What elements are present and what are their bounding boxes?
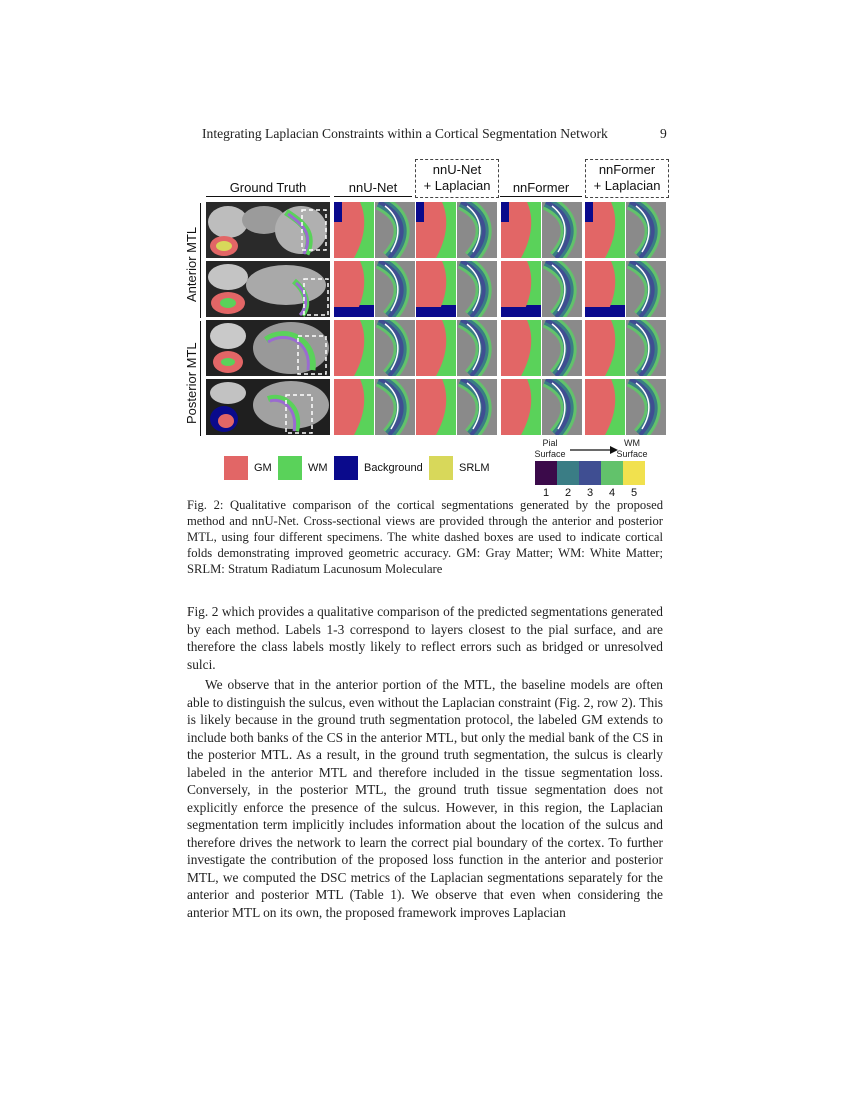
paragraph-2: We observe that in the anterior portion of the MTL, the baseline models are often able to distinguish the sulcus, even without the Laplacian constraint (Fig. 2, row 2). This is likely because in the ground truth segmentation protocol, the labeled GM extends to include both banks of the CS in the anterior MTL, but only the medial bank of the CS in the posterior MTL. As a result, in the ground truth segmentation, the sulcus is clearly labeled in the anterior MTL and therefore included in the tissue segmentation loss. Conversely, in the posterior MTL, the ground truth tissue segmentation does not explicitly enforce the presence of the sulcus. However, in this region, the Laplacian segmentation term implicitly includes information about the location of the sulcus and therefore drives the network to learn the correct pial boundary of the cortex. To further investigate the contribution of the proposed loss function in the anterior and posterior MTL, we computed the DSC metrics of the Laplacian segmentations separately for the anterior and posterior MTL (Table 1). We observe that even when considering the anterior MTL on its own, the proposed framework improves Laplacian <box>187 677 663 920</box>
col-header-nnunet: nnU-Net <box>348 180 398 195</box>
legend-swatch-srlm <box>429 456 453 480</box>
colorbar-cell-1 <box>535 461 557 485</box>
row-label-anterior: Anterior MTL <box>184 226 199 302</box>
seg-laplacian-nnunet-row1 <box>375 202 415 258</box>
colorbar-tick-5: 5 <box>630 487 638 499</box>
gt-image-row2 <box>206 261 330 317</box>
colorbar-cell-4 <box>601 461 623 485</box>
gt-image-row3 <box>206 320 330 376</box>
colorbar-tick-2: 2 <box>564 487 572 499</box>
seg-tissue-nnunet-row3 <box>334 320 374 376</box>
colorbar-arrow <box>570 444 618 456</box>
figure-2 <box>0 0 850 500</box>
seg-tissue-nnunet-row1 <box>334 202 374 258</box>
legend-label-background: Background <box>364 462 423 474</box>
colorbar-wm-label: WM Surface <box>616 438 648 459</box>
gt-image-row4 <box>206 379 330 435</box>
seg-tissue-nnformer-row4 <box>501 379 541 435</box>
legend-label-srlm: SRLM <box>459 462 490 474</box>
col-header-nnformer-laplacian: nnFormer + Laplacian <box>593 162 661 193</box>
seg-laplacian-nnunet-laplacian-row3 <box>457 320 497 376</box>
colorbar-pial-label: Pial Surface <box>534 438 566 459</box>
seg-laplacian-nnformer-laplacian-row1 <box>626 202 666 258</box>
seg-laplacian-nnformer-laplacian-row2 <box>626 261 666 317</box>
seg-laplacian-nnunet-laplacian-row1 <box>457 202 497 258</box>
seg-tissue-nnformer-laplacian-row3 <box>585 320 625 376</box>
seg-laplacian-nnunet-laplacian-row4 <box>457 379 497 435</box>
seg-tissue-nnunet-laplacian-row3 <box>416 320 456 376</box>
seg-tissue-nnunet-laplacian-row2 <box>416 261 456 317</box>
page-number: 9 <box>660 126 667 141</box>
seg-laplacian-nnformer-laplacian-row3 <box>626 320 666 376</box>
seg-laplacian-nnformer-row2 <box>542 261 582 317</box>
colorbar-tick-4: 4 <box>608 487 616 499</box>
seg-tissue-nnformer-laplacian-row1 <box>585 202 625 258</box>
seg-tissue-nnformer-row2 <box>501 261 541 317</box>
legend-label-wm: WM <box>308 462 328 474</box>
legend-swatch-wm <box>278 456 302 480</box>
legend-label-gm: GM <box>254 462 272 474</box>
seg-laplacian-nnunet-row4 <box>375 379 415 435</box>
colorbar-cell-5 <box>623 461 645 485</box>
seg-laplacian-nnunet-row2 <box>375 261 415 317</box>
legend-swatch-background <box>334 456 358 480</box>
seg-tissue-nnformer-row3 <box>501 320 541 376</box>
seg-tissue-nnformer-row1 <box>501 202 541 258</box>
row-label-posterior: Posterior MTL <box>184 342 199 424</box>
seg-laplacian-nnformer-row3 <box>542 320 582 376</box>
seg-tissue-nnunet-laplacian-row4 <box>416 379 456 435</box>
seg-tissue-nnunet-row2 <box>334 261 374 317</box>
figure-caption: Fig. 2: Qualitative comparison of the cortical segmentations generated by the proposed method and nnU-Net. Cross-sectional views are provided through the anterior and posterior MTL, using four different specimens. The white dashed boxes are used to indicate cortical folds demonstrating improved geometric accuracy. GM: Gray Matter; WM: White Matter; SRLM: Stratum Radiatum Lacunosum Moleculare <box>187 498 663 576</box>
seg-tissue-nnunet-row4 <box>334 379 374 435</box>
seg-tissue-nnformer-laplacian-row4 <box>585 379 625 435</box>
seg-laplacian-nnformer-row4 <box>542 379 582 435</box>
colorbar-cell-2 <box>557 461 579 485</box>
seg-tissue-nnformer-laplacian-row2 <box>585 261 625 317</box>
gt-image-row1 <box>206 202 330 258</box>
seg-laplacian-nnunet-laplacian-row2 <box>457 261 497 317</box>
seg-laplacian-nnformer-row1 <box>542 202 582 258</box>
colorbar-cells <box>535 461 645 485</box>
colorbar-cell-3 <box>579 461 601 485</box>
seg-tissue-nnunet-laplacian-row1 <box>416 202 456 258</box>
seg-laplacian-nnunet-row3 <box>375 320 415 376</box>
col-header-ground-truth: Ground Truth <box>229 180 307 195</box>
colorbar-tick-1: 1 <box>542 487 550 499</box>
colorbar-tick-3: 3 <box>586 487 594 499</box>
seg-laplacian-nnformer-laplacian-row4 <box>626 379 666 435</box>
legend-swatch-gm <box>224 456 248 480</box>
col-header-nnformer: nnFormer <box>512 180 570 195</box>
paragraph-1: Fig. 2 which provides a qualitative comparison of the predicted segmentations generated by each method. Labels 1-3 correspond to layers closest to the pial surface, and are therefore the class labels mostly likely to reflect errors such as bridged or unresolved sulci. <box>187 604 663 672</box>
col-header-nnunet-laplacian: nnU-Net + Laplacian <box>423 162 491 193</box>
running-title: Integrating Laplacian Constraints within a Cortical Segmentation Network <box>202 126 608 141</box>
